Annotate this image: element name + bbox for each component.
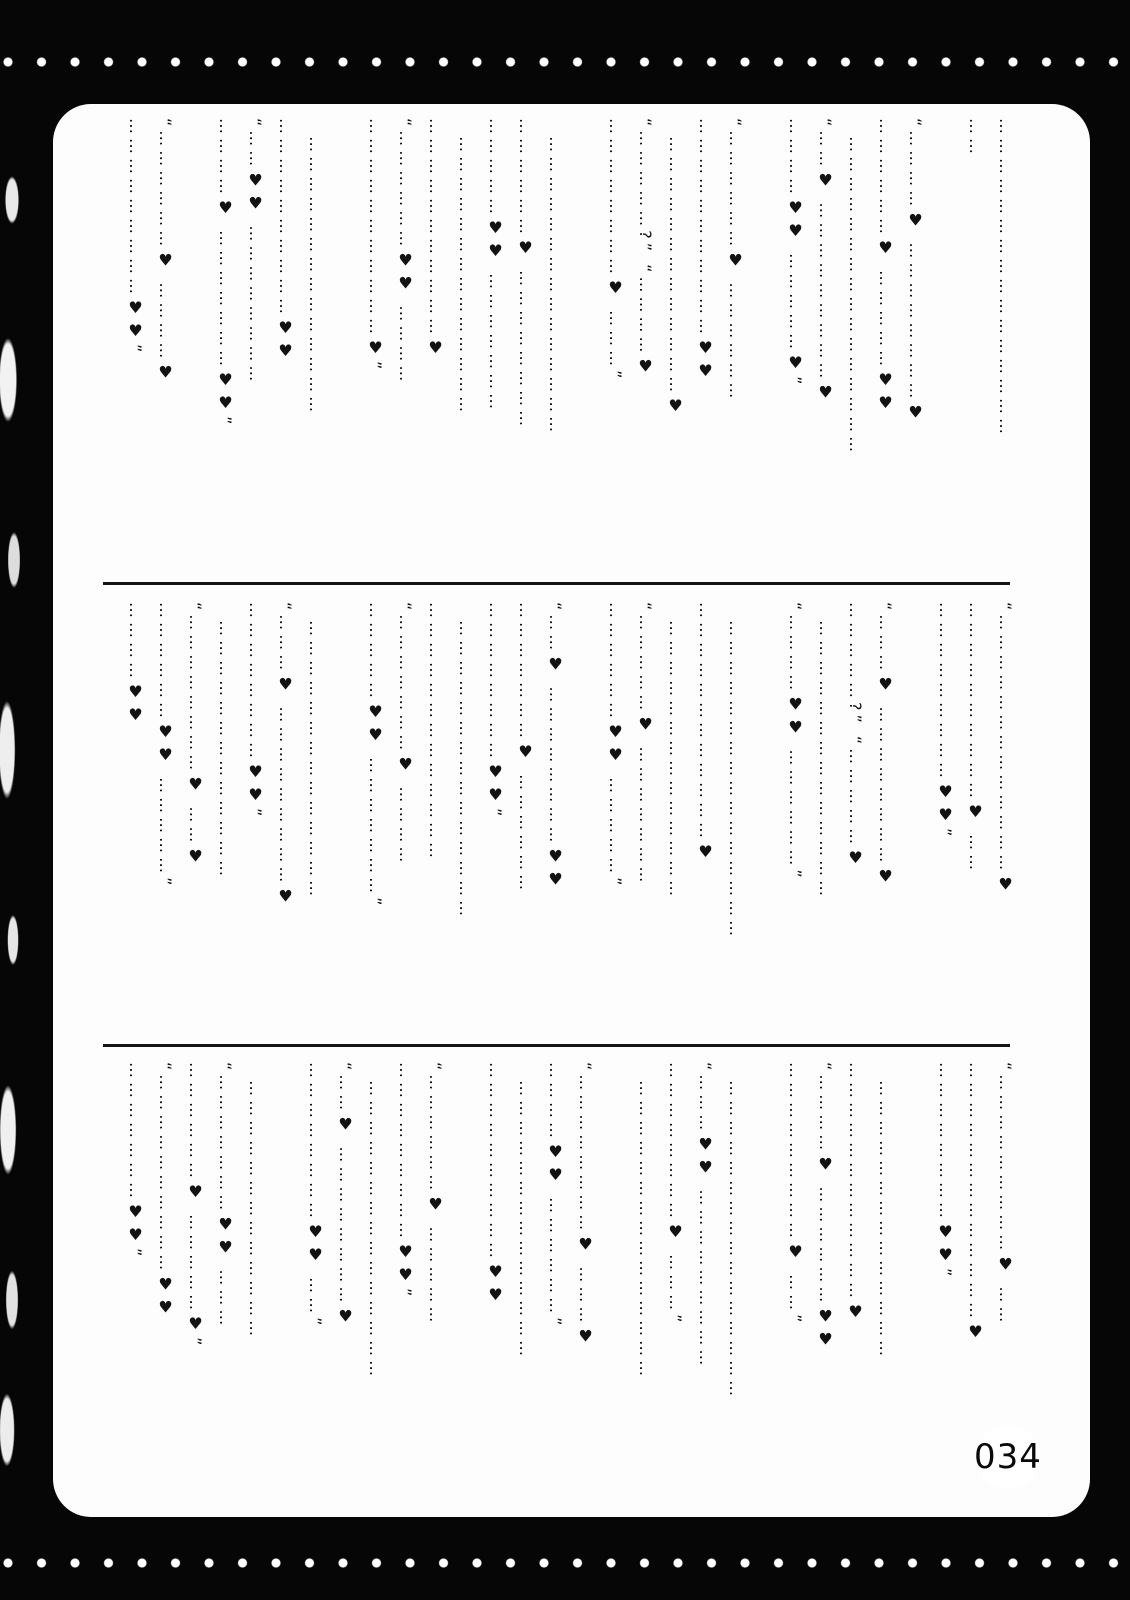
doujin-text-page [53,104,1090,1517]
text-column: “…………………♥ ………… [396,602,415,867]
text-column: ………………………………………… [726,1062,745,1401]
text-column [570,118,600,576]
text-column: …………………♥ ……………… [516,602,535,895]
text-column: ………………………………… [426,602,445,862]
text-column [900,1062,930,1510]
text-column: ……………………♥♥” [246,602,265,821]
text-column: …………………………………… [306,602,325,901]
text-column: …………………………………… [456,118,475,417]
text-column: “………………♥ ……………… [726,118,745,403]
section-divider [103,582,1010,585]
text-column: ………………………………… [246,1062,265,1341]
text-column: …………………………………♥ [666,118,685,420]
text-column: “……………?” “…………♥ [636,118,655,380]
text-column: ……………………………………… [456,602,475,921]
text-column: ……………♥♥ …………………” [366,602,385,910]
text-column: ………………♥ ……………♥♥ [876,118,895,417]
text-column: ………………………♥♥” [126,118,145,357]
page-number-badge: 034 [976,1425,1040,1489]
text-column: ………………………♥♥” [936,602,955,841]
text-column: ……………?” “……………♥ [846,602,865,872]
text-column: ……………………♥♥ ……” [306,1062,325,1330]
text-band-top [105,118,1020,576]
text-column: ………………♥ ……………♥” [186,1062,205,1350]
text-column [450,1062,480,1510]
dot-border-bottom [0,1555,1130,1571]
text-column: …………………………………♥ [966,1062,985,1345]
text-column [570,602,600,1038]
text-column: ……………………………………… [366,1062,385,1381]
text-column: ……………………………♥♥ [696,118,715,384]
text-column [180,118,210,576]
text-column: ………………………………… [216,602,235,881]
text-column [750,118,780,576]
text-column: …………♥♥ ………………” [546,1062,565,1330]
text-column: “……………♥ ………………… [636,602,655,887]
text-column: ……………………♥♥” [936,1062,955,1281]
text-column: ………………♥♥ ……………” [156,602,175,890]
text-column: …………♥♥ [126,602,145,728]
text-column [330,602,360,1038]
text-column: …………………………………… [876,1062,895,1361]
text-column: “……♥ ……………………♥ [336,1062,355,1330]
text-column: …………………………♥ …… [966,602,985,875]
text-column: …………………………………… [666,602,685,901]
text-column: “………………♥♥ ………… [396,118,415,386]
text-column: …………………♥♥” [126,1062,145,1261]
text-column: “…………………………………♥ [996,602,1015,898]
text-column: “……♥♥ …………………… [246,118,265,386]
text-column [900,602,930,1038]
text-column [750,602,780,1038]
text-column: “…………………♥♥ ……… [216,1062,235,1330]
text-column: …………………………♥♥ [486,1062,505,1308]
text-column: “………♥ ……………………♥ [876,602,895,890]
section-divider [103,1044,1010,1047]
text-column: ………………♥ …………………… [516,118,535,431]
text-column: …… [966,118,985,158]
scan-edge-texture [0,140,36,1470]
text-column [930,118,960,576]
text-column: …………………………………… [816,602,835,901]
text-column: ……………………………♥” [366,118,385,374]
text-column: “………………………♥ …… [996,1062,1015,1327]
text-column: “………………♥ …………♥ [156,118,175,386]
text-column: ………………………………………… [726,602,745,941]
text-column: …………………………………… [306,118,325,417]
text-column: …………………………♥♥ [276,118,295,364]
text-column: ……………………………♥ [426,118,445,361]
text-column: ………………………♥ ……” [786,1062,805,1327]
text-column [270,1062,300,1510]
text-column: …………♥ …………………♥♥” [216,118,235,429]
text-column: ……………………………………… [636,1062,655,1381]
text-column: ……………………………………… [546,118,565,437]
text-column [750,1062,780,1510]
text-column: “……………………♥ ………♥ [576,1062,595,1350]
text-column: …………♥♥ ……………♥” [786,118,805,389]
text-column: “…………♥ ………………♥♥ [816,1062,835,1353]
text-column: “………♥ ………………………♥ [276,602,295,910]
text-column: “…………♥ ……………………♥ [906,118,925,426]
text-column: ……………………♥ ………” [606,118,625,383]
text-column: “……………………♥ ……♥ [186,602,205,870]
text-column: “……♥ ………………………♥ [816,118,835,406]
text-column: “………♥♥ ……………………… [696,1062,715,1370]
text-column: …………………………………… [516,1062,535,1361]
text-column: “…………………………♥♥ [156,1062,175,1321]
text-column: “……♥ ……………………♥♥ [546,602,565,893]
text-column: ………………………………♥ [696,602,715,865]
text-band-middle [105,602,1020,1038]
text-band-bottom [105,1062,1020,1510]
text-column: “………………♥ …………… [426,1062,445,1327]
text-column: ……………………♥ ………” [666,1062,685,1327]
text-column: ………………………………………… [996,118,1015,438]
dot-border-top [0,54,1130,70]
text-column [600,1062,630,1510]
text-column: ………………♥♥ ……………” [606,602,625,890]
text-column: ……………♥♥ ………………… [486,118,505,414]
text-column: ………………………………………… [846,118,865,457]
text-column [330,118,360,576]
text-column: ………………………………♥ [846,1062,865,1325]
text-column: “…………♥♥ ………………” [786,602,805,882]
text-column: ………………………♥♥” [396,1062,415,1301]
text-column: ……………………♥♥” [486,602,505,821]
